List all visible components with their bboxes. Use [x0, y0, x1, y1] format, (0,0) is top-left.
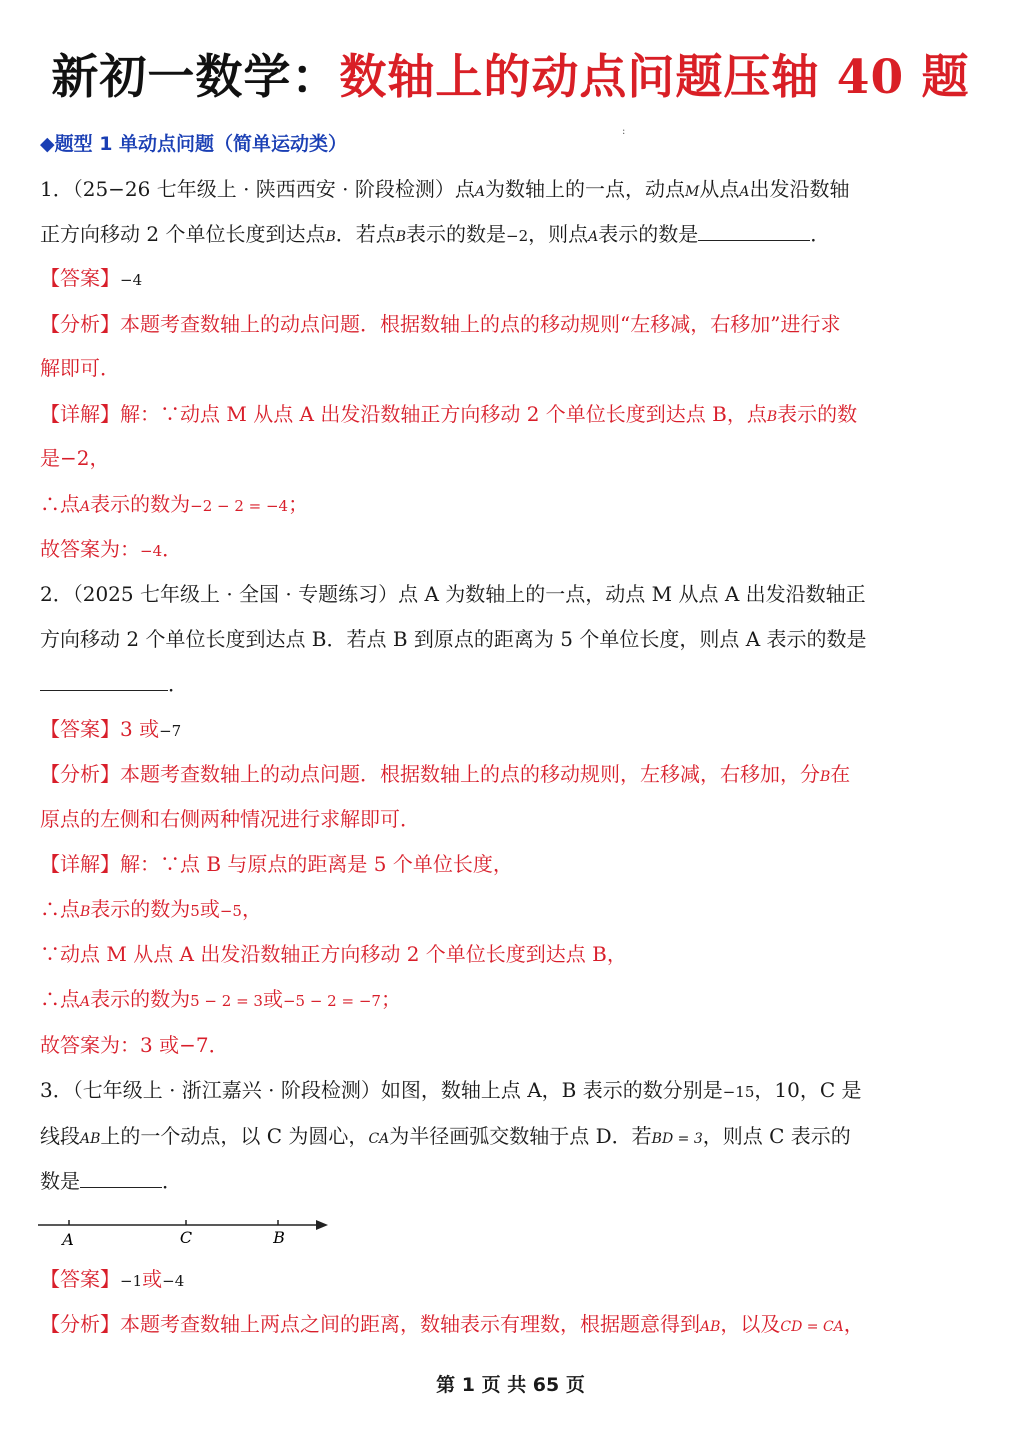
title-main: 数轴上的动点问题压轴 40 题	[339, 50, 970, 105]
q1-detail-line-1: 【详解】解：∵动点 M 从点 A 出发沿数轴正方向移动 2 个单位长度到达点 B，点B表示的数	[40, 402, 858, 426]
q2-detail-line-4: ∴点A表示的数为5 − 2 = 3或−5 − 2 = −7；	[40, 987, 401, 1011]
q2-detail-line-5: 故答案为：3 或−7．	[40, 1033, 229, 1057]
title-prefix: 新初一数学：	[51, 50, 340, 105]
q2-detail-line-3: ∵动点 M 从点 A 出发沿数轴正方向移动 2 个单位长度到达点 B，	[40, 942, 627, 966]
q3-stem-line-2: 线段AB上的一个动点，以 C 为圆心，CA为半径画弧交数轴于点 D．若BD = 3，则点 C 表示的	[40, 1124, 851, 1148]
label-point-a: A	[62, 1230, 74, 1249]
number-line-arrow	[316, 1220, 328, 1230]
q2-analysis-line-1: 【分析】本题考查数轴上的动点问题．根据数轴上的点的移动规则，左移减，右移加，分B在	[40, 762, 851, 786]
page-title	[0, 40, 1021, 107]
label-point-b: B	[273, 1228, 285, 1247]
q2-answer: 【答案】3 或−7	[40, 717, 182, 741]
q2-answer-blank	[40, 670, 168, 691]
page-footer: 第 1 页 共 65 页	[436, 1374, 585, 1396]
q3-analysis-line-1: 【分析】本题考查数轴上两点之间的距离，数轴表示有理数，根据题意得到AB，以及CD = CA，	[40, 1312, 864, 1336]
label-point-c: C	[179, 1228, 193, 1247]
q1-stem-line-2: 正方向移动 2 个单位长度到达点B．若点B表示的数是−2，则点A表示的数是 ．	[40, 222, 831, 246]
q2-detail-line-1: 【详解】解：∵点 B 与原点的距离是 5 个单位长度，	[40, 852, 513, 876]
q3-stem-line-3: 数是 ．	[40, 1169, 182, 1193]
q2-detail-line-2: ∴点B表示的数为5或−5，	[40, 897, 262, 921]
q3-answer-blank	[80, 1167, 162, 1188]
q1-analysis-line-1: 【分析】本题考查数轴上的动点问题．根据数轴上的点的移动规则“左移减，右移加”进行求	[40, 312, 841, 336]
q1-stem-line-1: 1．（25−26 七年级上 · 陕西西安 · 阶段检测）点A为数轴上的一点，动点M从点A出发沿数轴	[40, 177, 850, 201]
q1-detail-line-3: ∴点A表示的数为−2 − 2 = −4；	[40, 492, 309, 516]
q3-answer: 【答案】−1或−4	[40, 1267, 185, 1291]
q1-answer-blank	[698, 220, 810, 241]
q2-stem-line-3: ．	[40, 669, 188, 699]
q2-stem-line-2: 方向移动 2 个单位长度到达点 B．若点 B 到原点的距离为 5 个单位长度，则点 A 表示的数是	[40, 627, 867, 651]
q2-stem-line-1: 2．（2025 七年级上 · 全国 · 专题练习）点 A 为数轴上的一点，动点 M 从点 A 出发沿数轴正	[40, 582, 866, 606]
q1-analysis-line-2: 解即可．	[40, 356, 120, 380]
stray-mark: :	[622, 126, 626, 137]
q1-detail-line-2: 是−2，	[40, 446, 110, 470]
q3-stem-line-1: 3．（七年级上 · 浙江嘉兴 · 阶段检测）如图，数轴上点 A，B 表示的数分别是−15，10，C 是	[40, 1078, 862, 1102]
section-heading: ◆题型 1 单动点问题（简单运动类）	[40, 133, 348, 155]
q1-detail-line-4: 故答案为：−4．	[40, 537, 183, 561]
q2-analysis-line-2: 原点的左侧和右侧两种情况进行求解即可．	[40, 807, 420, 831]
number-line-figure	[38, 1212, 338, 1252]
q1-answer: 【答案】−4	[40, 266, 143, 290]
